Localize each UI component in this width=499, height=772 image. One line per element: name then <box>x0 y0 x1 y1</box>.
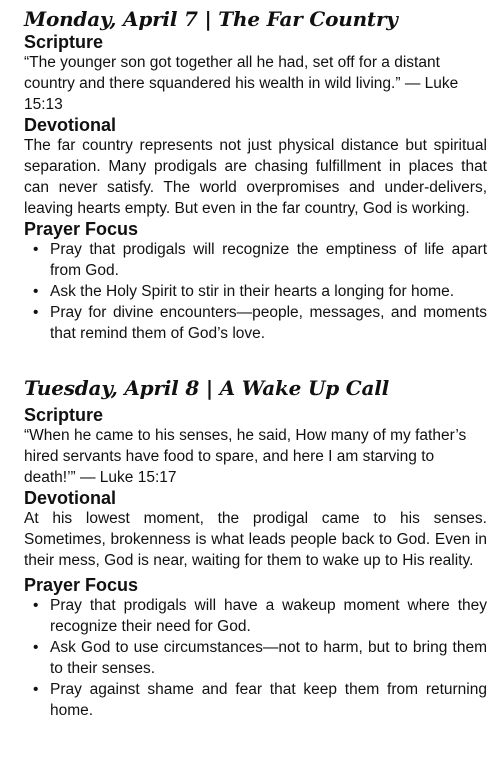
day-spacer <box>24 344 487 375</box>
list-item <box>32 637 487 679</box>
list-item <box>32 302 487 344</box>
devotional-heading: Devotional <box>24 115 117 135</box>
prayer-text: Pray that prodigals will recognize the emptiness of life apart from God. <box>50 241 487 279</box>
devotional-text: At his lowest moment, the prodigal came to his senses. Sometimes, brokenness is what leads people back to God. Even in their mess, God is near, waiting for them to wake up to His reality. <box>24 510 487 569</box>
day-entry-tuesday <box>24 375 487 721</box>
prayer-text: Pray for divine encounters—people, messages, and moments that remind them of God’s love. <box>50 304 487 342</box>
bullet-icon: • <box>33 597 39 614</box>
day-entry-monday <box>24 6 487 344</box>
scripture-heading: Scripture <box>24 32 104 52</box>
scripture-heading: Scripture <box>24 405 104 425</box>
list-item <box>32 281 487 302</box>
prayer-text: Ask God to use circumstances—not to harm, but to bring them to their senses. <box>50 639 487 677</box>
bullet-icon: • <box>33 241 39 258</box>
bullet-icon: • <box>33 283 39 300</box>
list-item <box>32 239 487 281</box>
prayer-text: Pray against shame and fear that keep them from returning home. <box>50 681 487 719</box>
list-item <box>32 679 487 721</box>
devotional-heading: Devotional <box>24 488 117 508</box>
bullet-icon: • <box>33 681 39 698</box>
scripture-text: “The younger son got together all he had, set off for a distant country and there squandered his wealth in wild living.” — Luke 15:13 <box>24 54 459 113</box>
list-item <box>32 595 487 637</box>
day-title: Tuesday, April 8 | A Wake Up Call <box>24 376 390 400</box>
prayer-focus-heading: Prayer Focus <box>24 575 139 595</box>
devotional-text: The far country represents not just physical distance but spiritual separation. Many prodigals are chasing fulfillment in places that can never satisfy. The world overpromises and under-delivers, leaving hearts empty. But even in the far country, God is working. <box>24 137 487 217</box>
prayer-text: Ask the Holy Spirit to stir in their hearts a longing for home. <box>50 283 455 300</box>
prayer-focus-heading: Prayer Focus <box>24 219 139 239</box>
prayer-list <box>24 595 487 721</box>
day-title: Monday, April 7 | The Far Country <box>24 7 398 31</box>
prayer-text: Pray that prodigals will have a wakeup moment where they recognize their need for God. <box>50 597 487 635</box>
bullet-icon: • <box>33 639 39 656</box>
prayer-list <box>24 239 487 344</box>
scripture-text: “When he came to his senses, he said, How many of my father’s hired servants have food to spare, and here I am starving to death!’” — Luke 15:17 <box>24 427 467 486</box>
bullet-icon: • <box>33 304 39 321</box>
